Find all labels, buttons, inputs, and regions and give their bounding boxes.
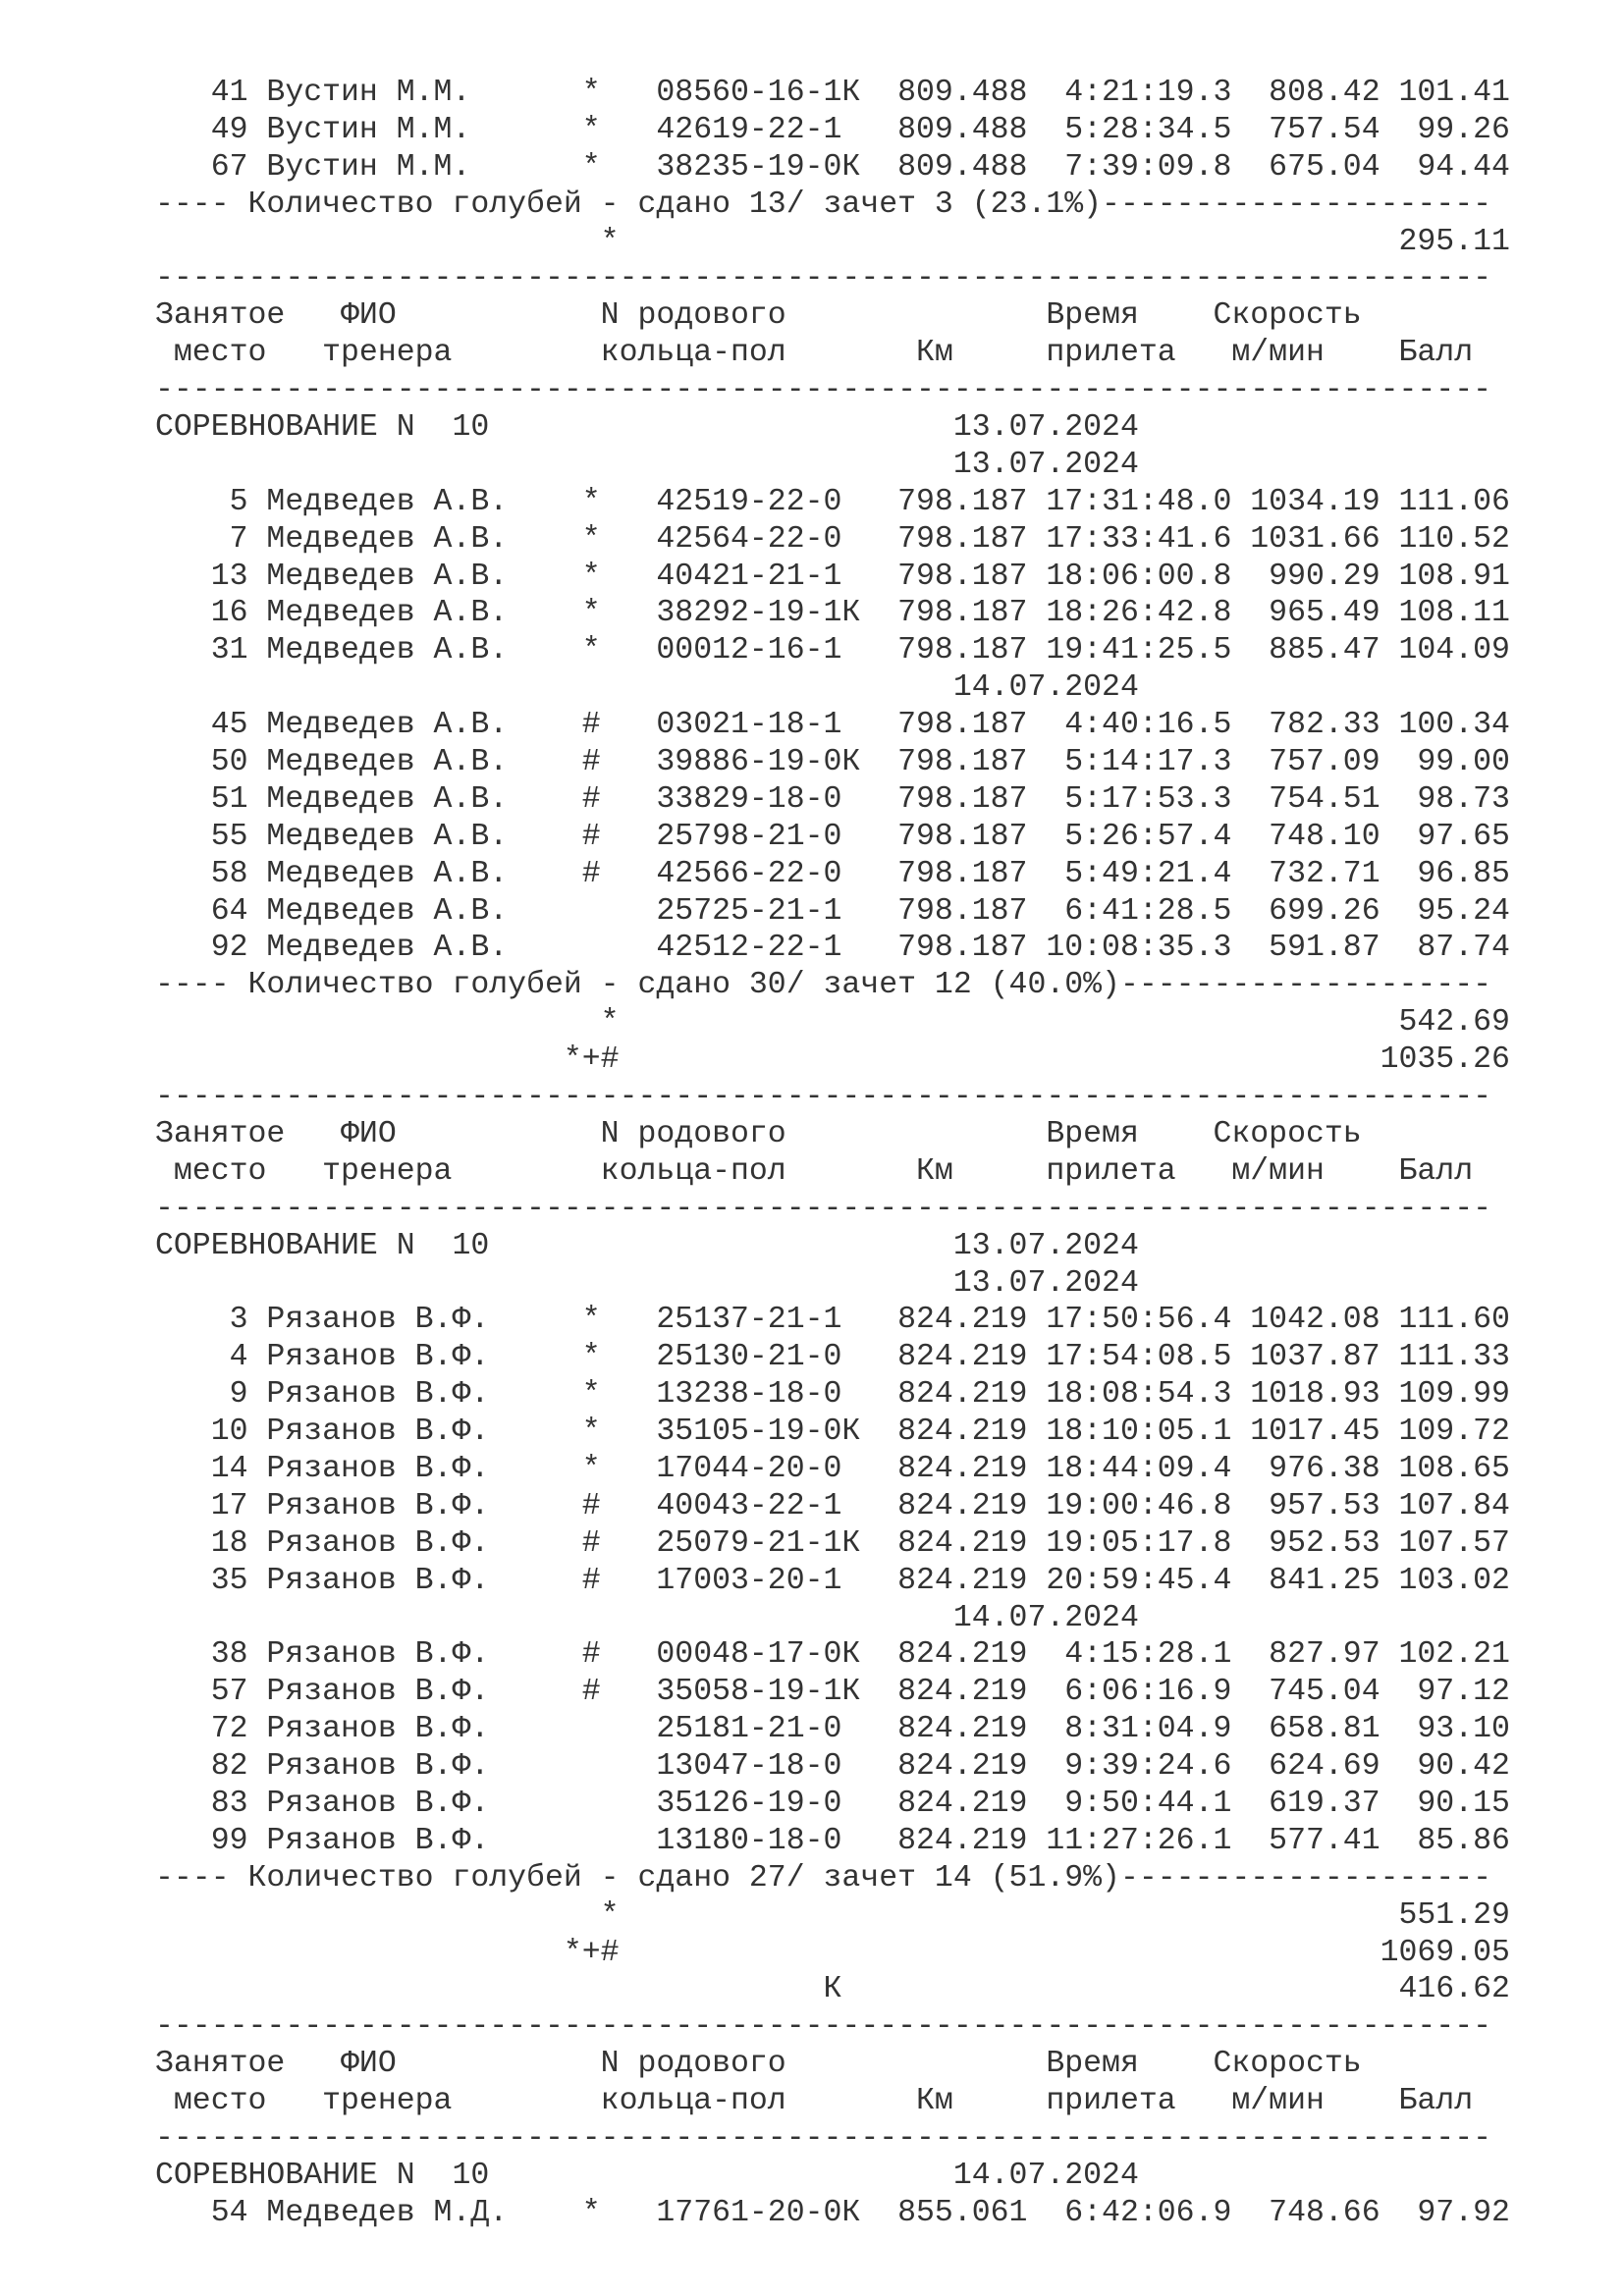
report-line: 50 Медведев А.В. # 39886-19-0К 798.187 5:14:17.3 757.09 99.00 [155, 745, 1510, 780]
report-line: 13.07.2024 [155, 447, 1139, 482]
report-line: 13.07.2024 [155, 1265, 1139, 1301]
report-line: ---- Количество голубей - сдано 13/ зачет 3 (23.1%)--------------------- [155, 187, 1492, 222]
report-line: 3 Рязанов В.Ф. * 25137-21-1 824.219 17:50:56.4 1042.08 111.60 [155, 1303, 1510, 1338]
report-line: 14.07.2024 [155, 1600, 1139, 1635]
report-line: 92 Медведев А.В. 42512-22-1 798.187 10:08:35.3 591.87 87.74 [155, 931, 1510, 966]
report-line: 54 Медведев М.Д. * 17761-20-0К 855.061 6:42:06.9 748.66 97.92 [155, 2195, 1510, 2230]
report-line: 38 Рязанов В.Ф. # 00048-17-0К 824.219 4:15:28.1 827.97 102.21 [155, 1637, 1510, 1673]
report-line: Занятое ФИО N родового Время Скорость [155, 2047, 1362, 2082]
report-line: ------------------------------------------------------------------------ [155, 1191, 1492, 1226]
report-line: 83 Рязанов В.Ф. 35126-19-0 824.219 9:50:44.1 619.37 90.15 [155, 1786, 1510, 1821]
report-line: ---- Количество голубей - сдано 30/ зачет 12 (40.0%)-------------------- [155, 968, 1492, 1003]
report-line: ------------------------------------------------------------------------ [155, 2009, 1492, 2045]
report-line: место тренера кольца-пол Км прилета м/мин Балл [155, 2084, 1474, 2119]
report-line: место тренера кольца-пол Км прилета м/мин Балл [155, 1153, 1474, 1189]
report-line: ------------------------------------------------------------------------ [155, 1080, 1492, 1115]
report-line: 51 Медведев А.В. # 33829-18-0 798.187 5:17:53.3 754.51 98.73 [155, 781, 1510, 817]
report-line: 4 Рязанов В.Ф. * 25130-21-0 824.219 17:54:08.5 1037.87 111.33 [155, 1340, 1510, 1375]
report-line: 72 Рязанов В.Ф. 25181-21-0 824.219 8:31:04.9 658.81 93.10 [155, 1712, 1510, 1747]
report-line: 55 Медведев А.В. # 25798-21-0 798.187 5:26:57.4 748.10 97.65 [155, 819, 1510, 854]
report-line: 17 Рязанов В.Ф. # 40043-22-1 824.219 19:00:46.8 957.53 107.84 [155, 1488, 1510, 1523]
report-line: * 542.69 [155, 1005, 1510, 1041]
report-line: 5 Медведев А.В. * 42519-22-0 798.187 17:31:48.0 1034.19 111.06 [155, 484, 1510, 519]
report-line: 7 Медведев А.В. * 42564-22-0 798.187 17:33:41.6 1031.66 110.52 [155, 521, 1510, 557]
results-report [155, 75, 1510, 2232]
report-line: 67 Вустин М.М. * 38235-19-0К 809.488 7:39:09.8 675.04 94.44 [155, 149, 1510, 185]
report-line: 45 Медведев А.В. # 03021-18-1 798.187 4:40:16.5 782.33 100.34 [155, 708, 1510, 743]
report-line: ------------------------------------------------------------------------ [155, 373, 1492, 408]
report-line: 41 Вустин М.М. * 08560-16-1К 809.488 4:21:19.3 808.42 101.41 [155, 76, 1510, 110]
report-line: 58 Медведев А.В. # 42566-22-0 798.187 5:49:21.4 732.71 96.85 [155, 856, 1510, 891]
report-line: Занятое ФИО N родового Время Скорость [155, 298, 1362, 334]
report-line: 13 Медведев А.В. * 40421-21-1 798.187 18:06:00.8 990.29 108.91 [155, 559, 1510, 594]
report-line: 57 Рязанов В.Ф. # 35058-19-1К 824.219 6:06:16.9 745.04 97.12 [155, 1675, 1510, 1710]
report-line: 35 Рязанов В.Ф. # 17003-20-1 824.219 20:59:45.4 841.25 103.02 [155, 1563, 1510, 1598]
report-line: 18 Рязанов В.Ф. # 25079-21-1К 824.219 19:05:17.8 952.53 107.57 [155, 1525, 1510, 1561]
report-line: СОРЕВНОВАНИЕ N 10 14.07.2024 [155, 2158, 1139, 2193]
report-line: 49 Вустин М.М. * 42619-22-1 809.488 5:28:34.5 757.54 99.26 [155, 112, 1510, 147]
report-line: *+# 1069.05 [155, 1935, 1510, 1970]
report-line: СОРЕВНОВАНИЕ N 10 13.07.2024 [155, 410, 1139, 446]
report-line: 64 Медведев А.В. 25725-21-1 798.187 6:41:28.5 699.26 95.24 [155, 893, 1510, 929]
report-line: ---- Количество голубей - сдано 27/ зачет 14 (51.9%)-------------------- [155, 1860, 1492, 1896]
report-line: * 295.11 [155, 224, 1510, 259]
report-line: 99 Рязанов В.Ф. 13180-18-0 824.219 11:27:26.1 577.41 85.86 [155, 1823, 1510, 1858]
report-line: Занятое ФИО N родового Время Скорость [155, 1116, 1362, 1151]
report-line: 82 Рязанов В.Ф. 13047-18-0 824.219 9:39:24.6 624.69 90.42 [155, 1749, 1510, 1785]
report-line: 10 Рязанов В.Ф. * 35105-19-0К 824.219 18:10:05.1 1017.45 109.72 [155, 1415, 1510, 1450]
report-line: 31 Медведев А.В. * 00012-16-1 798.187 19:41:25.5 885.47 104.09 [155, 633, 1510, 668]
report-line: К 416.62 [155, 1972, 1510, 2007]
report-line: 14.07.2024 [155, 670, 1139, 706]
report-line: место тренера кольца-пол Км прилета м/мин Балл [155, 336, 1474, 371]
report-line: 14 Рязанов В.Ф. * 17044-20-0 824.219 18:44:09.4 976.38 108.65 [155, 1451, 1510, 1486]
report-line: ------------------------------------------------------------------------ [155, 261, 1492, 296]
report-line: 9 Рязанов В.Ф. * 13238-18-0 824.219 18:08:54.3 1018.93 109.99 [155, 1377, 1510, 1413]
report-line: 16 Медведев А.В. * 38292-19-1К 798.187 18:26:42.8 965.49 108.11 [155, 596, 1510, 631]
report-line: ------------------------------------------------------------------------ [155, 2120, 1492, 2156]
report-line: * 551.29 [155, 1897, 1510, 1933]
report-line: *+# 1035.26 [155, 1042, 1510, 1078]
report-line: СОРЕВНОВАНИЕ N 10 13.07.2024 [155, 1228, 1139, 1263]
